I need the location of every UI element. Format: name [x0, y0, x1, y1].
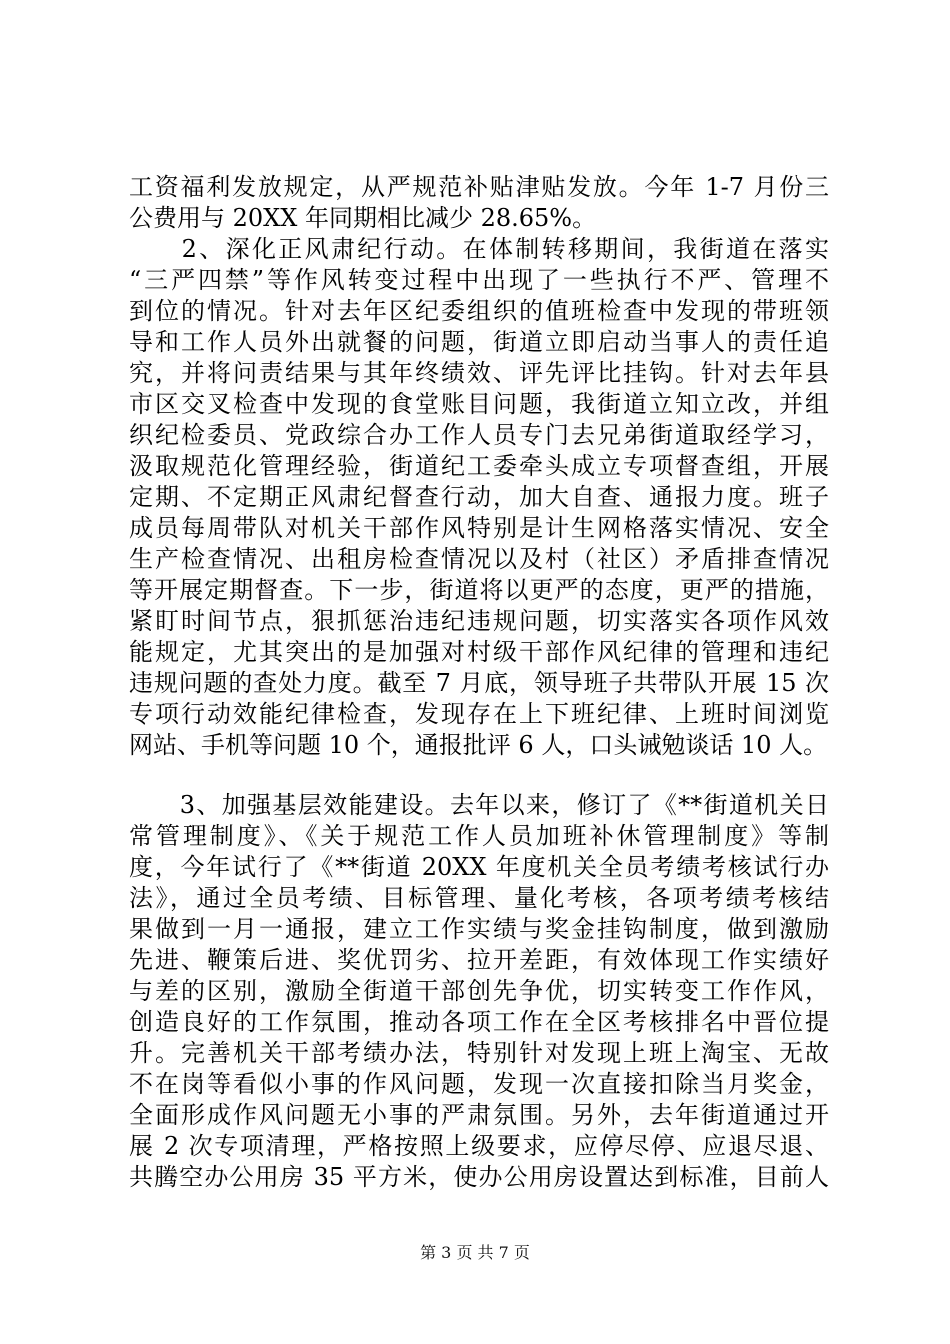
text-line: 紧盯时间节点，狠抓惩治违纪违规问题，切实落实各项作风效 — [129, 607, 829, 635]
text-line: 与差的区别，激励全街道干部创先争优，切实转变工作作风， — [129, 977, 829, 1005]
text-line: 导和工作人员外出就餐的问题，街道立即启动当事人的责任追 — [129, 328, 829, 356]
text-line: 违规问题的查处力度。截至 7 月底，领导班子共带队开展 15 次 — [129, 669, 829, 697]
text-line: 升。完善机关干部考绩办法，特别针对发现上班上淘宝、无故 — [129, 1039, 829, 1067]
paragraph-spacer — [129, 761, 829, 790]
text-line: 汲取规范化管理经验，街道纪工委牵头成立专项督查组，开展 — [129, 452, 829, 480]
text-line: 不在岗等看似小事的作风问题，发现一次直接扣除当月奖金， — [129, 1070, 829, 1098]
text-line: 2、深化正风肃纪行动。在体制转移期间，我街道在落实 — [129, 235, 829, 263]
text-line: 生产检查情况、出租房检查情况以及村（社区）矛盾排查情况 — [129, 545, 829, 573]
text-line: 先进、鞭策后进、奖优罚劣、拉开差距，有效体现工作实绩好 — [129, 946, 829, 974]
text-line: 果做到一月一通报，建立工作实绩与奖金挂钩制度，做到激励 — [129, 915, 829, 943]
text-line: 3、加强基层效能建设。去年以来，修订了《**街道机关日 — [129, 791, 829, 819]
text-line: 市区交叉检查中发现的食堂账目问题，我街道立知立改，并组 — [129, 390, 829, 418]
text-line: 度，今年试行了《**街道 20XX 年度机关全员考绩考核试行办 — [129, 853, 829, 881]
text-line: 全面形成作风问题无小事的严肃氛围。另外，去年街道通过开 — [129, 1101, 829, 1129]
paragraph-3 — [129, 790, 829, 1193]
text-line: 织纪检委员、党政综合办工作人员专门去兄弟街道取经学习， — [129, 421, 829, 449]
text-line: 到位的情况。针对去年区纪委组织的值班检查中发现的带班领 — [129, 297, 829, 325]
text-line: 工资福利发放规定，从严规范补贴津贴发放。今年 1-7 月份三 — [129, 173, 829, 201]
text-line: 专项行动效能纪律检查，发现存在上下班纪律、上班时间浏览 — [129, 700, 829, 728]
text-line: 能规定，尤其突出的是加强对村级干部作风纪律的管理和违纪 — [129, 638, 829, 666]
text-line: 法》，通过全员考绩、目标管理、量化考核，各项考绩考核结 — [129, 884, 829, 912]
text-line: 定期、不定期正风肃纪督查行动，加大自查、通报力度。班子 — [129, 483, 829, 511]
text-line: “三严四禁”等作风转变过程中出现了一些执行不严、管理不 — [129, 266, 829, 294]
document-body — [129, 172, 829, 1193]
text-line: 成员每周带队对机关干部作风特别是计生网格落实情况、安全 — [129, 514, 829, 542]
text-line: 公费用与 20XX 年同期相比减少 28.65%。 — [129, 204, 597, 232]
text-line: 常管理制度》、《关于规范工作人员加班补休管理制度》等制 — [129, 822, 829, 850]
text-line: 网站、手机等问题 10 个，通报批评 6 人，口头诫勉谈话 10 人。 — [129, 731, 828, 759]
text-line: 等开展定期督查。下一步，街道将以更严的态度，更严的措施， — [129, 576, 829, 604]
text-line: 究，并将问责结果与其年终绩效、评先评比挂钩。针对去年县 — [129, 359, 829, 387]
page-footer: 第 3 页 共 7 页 — [420, 1243, 530, 1262]
paragraph-1 — [129, 172, 829, 234]
text-line: 展 2 次专项清理，严格按照上级要求，应停尽停、应退尽退、 — [129, 1132, 829, 1160]
text-line: 共腾空办公用房 35 平方米，使办公用房设置达到标准，目前人 — [129, 1163, 829, 1191]
paragraph-2 — [129, 234, 829, 761]
text-line: 创造良好的工作氛围，推动各项工作在全区考核排名中晋位提 — [129, 1008, 829, 1036]
